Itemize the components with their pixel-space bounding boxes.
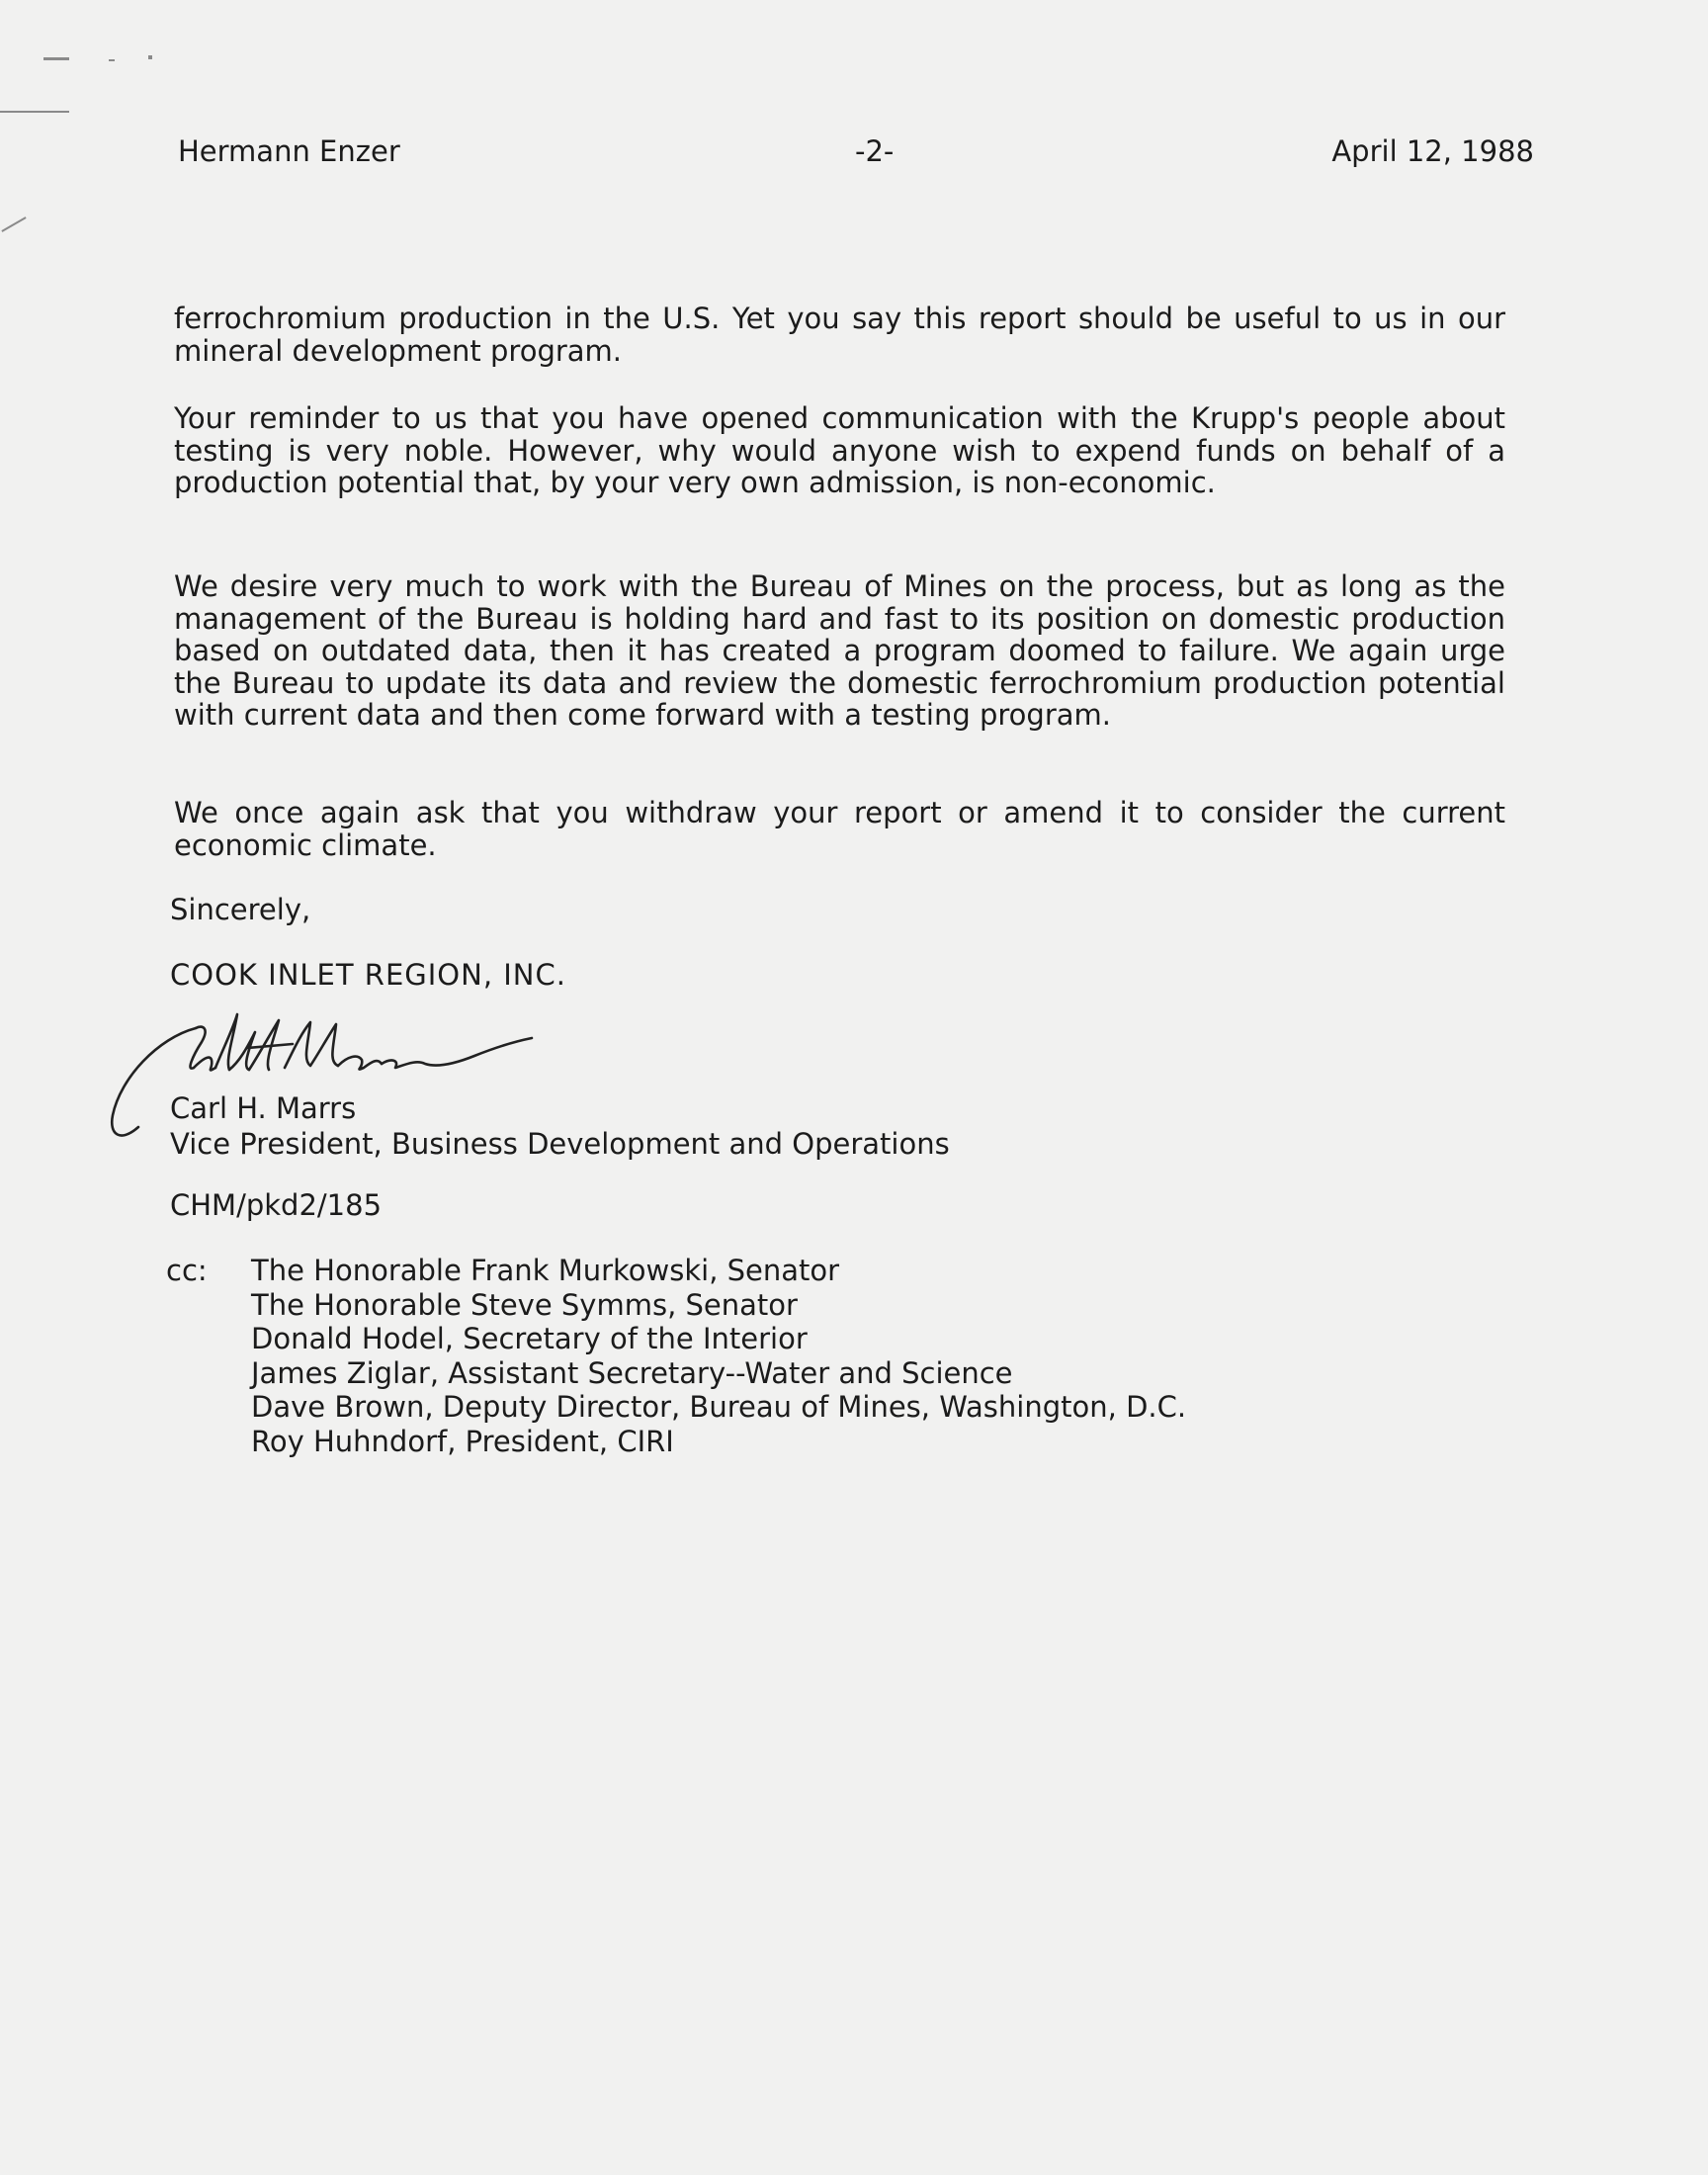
page-number: -2- [855, 134, 895, 168]
scan-mark [43, 57, 69, 60]
company-name: COOK INLET REGION, INC. [170, 958, 566, 992]
signer-name: Carl H. Marrs [170, 1091, 357, 1125]
letter-header [178, 134, 1534, 174]
scan-mark [1, 217, 26, 232]
cc-recipient: The Honorable Frank Murkowski, Senator [251, 1254, 840, 1287]
signer-title: Vice President, Business Development and Operations [170, 1127, 950, 1161]
body-paragraph: We desire very much to work with the Bureau of Mines on the process, but as long as the management of the Bureau is holding hard and fast to its position on domestic production based on outdated data, then it has created a program doomed to failure. We again urge the Bureau to update its data and review the domestic ferrochromium production potential with current data and then come forward with a testing program. [174, 569, 1505, 732]
cc-recipient: Dave Brown, Deputy Director, Bureau of Mines, Washington, D.C. [251, 1390, 1187, 1424]
body-paragraph: ferrochromium production in the U.S. Yet you say this report should be useful to us in our mineral development program. [174, 302, 1505, 368]
cc-recipient: James Ziglar, Assistant Secretary--Water and Science [251, 1355, 1013, 1390]
cc-label: cc: [166, 1254, 208, 1287]
scan-mark [109, 59, 115, 61]
scan-mark [0, 111, 69, 113]
reference-code: CHM/pkd2/185 [170, 1188, 383, 1222]
recipient-name: Hermann Enzer [178, 134, 400, 168]
body-paragraph: Your reminder to us that you have opened communication with the Krupp's people about testing is very noble. However, why would anyone wish to expend funds on behalf of a production potential that, by your very own admission, is non-economic. [174, 401, 1505, 499]
letter-date: April 12, 1988 [1331, 134, 1534, 168]
cc-recipient: Roy Huhndorf, President, CIRI [251, 1424, 674, 1458]
cc-recipient: Donald Hodel, Secretary of the Interior [251, 1322, 808, 1355]
body-paragraph: We once again ask that you withdraw your report or amend it to consider the current economic climate. [174, 796, 1505, 862]
scan-mark [148, 55, 152, 59]
closing: Sincerely, [170, 893, 311, 926]
cc-recipient: The Honorable Steve Symms, Senator [251, 1287, 798, 1322]
cc-list [251, 1254, 1186, 1458]
